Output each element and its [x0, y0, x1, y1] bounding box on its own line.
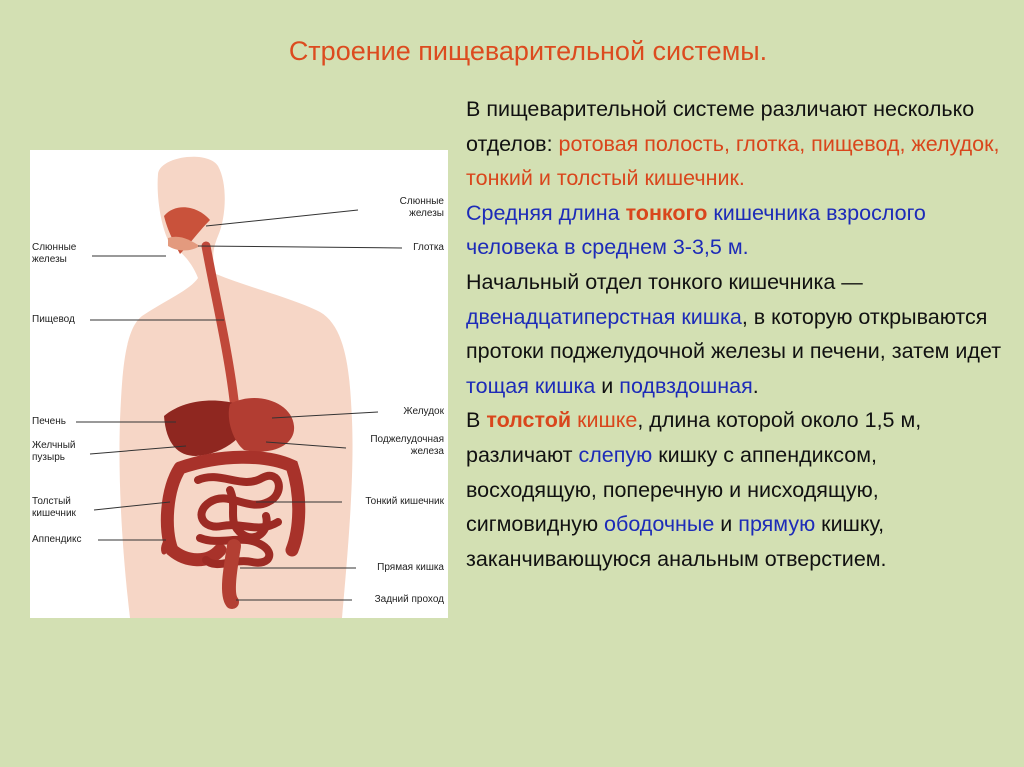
- text-p4-g: ободочные: [604, 512, 715, 537]
- text-p4-f: кишку с аппендиксом, восходящую, поперечную и нисходящую, сигмовидную: [466, 442, 879, 537]
- label-appendix: Аппендикс: [32, 534, 82, 545]
- slide-title: Строение пищеварительной системы.: [288, 36, 768, 66]
- digestive-system-illustration: [30, 150, 448, 618]
- text-p3-e: и: [595, 373, 620, 398]
- text-p4-a: В: [466, 408, 487, 433]
- text-p2-c: кишечника взрослого человека в среднем 3-3,5 м.: [466, 200, 926, 260]
- text-p4-e: слепую: [578, 442, 653, 467]
- label-rectum: Прямая кишка: [377, 562, 444, 573]
- text-p3-d: тощая кишка: [466, 373, 596, 398]
- label-pancreas: Поджелудочная железа: [370, 434, 444, 457]
- label-esophagus: Пищевод: [32, 314, 75, 325]
- digestive-system-figure: [30, 150, 448, 618]
- text-p3-f: подвздошная: [619, 373, 753, 398]
- text-p4-c: кишке: [571, 408, 638, 433]
- text-p2-b: тонкого: [625, 200, 708, 225]
- text-p4-j: кишку, заканчивающуюся анальным отверстием.: [466, 512, 887, 571]
- text-p3-a: Начальный отдел тонкого кишечника —: [466, 269, 863, 294]
- label-liver: Печень: [32, 416, 66, 427]
- text-p4-i: прямую: [738, 512, 816, 537]
- text-p1-b: ротовая полость, глотка, пищевод, желудок, тонкий и толстый кишечник.: [466, 131, 1000, 191]
- text-p4-d: , длина которой около 1,5 м, различают: [466, 408, 922, 467]
- text-p3-c: , в которую открываются протоки поджелудочной железы и печени, затем идет: [466, 304, 1002, 364]
- label-anus: Задний проход: [374, 594, 444, 605]
- label-salivary-glands-right: Слюнные железы: [399, 196, 444, 219]
- text-p1-a: В пищеварительной системе различают несколько отделов:: [466, 97, 975, 156]
- text-p3-b: двенадцатиперстная кишка: [466, 304, 742, 329]
- label-small-intestine: Тонкий кишечник: [365, 496, 444, 507]
- text-p2-a: Средняя длина: [466, 200, 626, 225]
- text-p3-g: .: [752, 373, 759, 398]
- label-salivary-glands-left: Слюнные железы: [32, 242, 77, 265]
- text-p4-h: и: [714, 512, 739, 537]
- description-text: [466, 92, 1006, 576]
- label-stomach: Желудок: [403, 406, 444, 417]
- label-pharynx: Глотка: [413, 242, 444, 253]
- rectum-shape: [229, 546, 234, 602]
- label-large-intestine: Толстый кишечник: [32, 496, 76, 519]
- text-p4-b: толстой: [486, 408, 572, 433]
- label-gallbladder: Желчный пузырь: [32, 440, 76, 463]
